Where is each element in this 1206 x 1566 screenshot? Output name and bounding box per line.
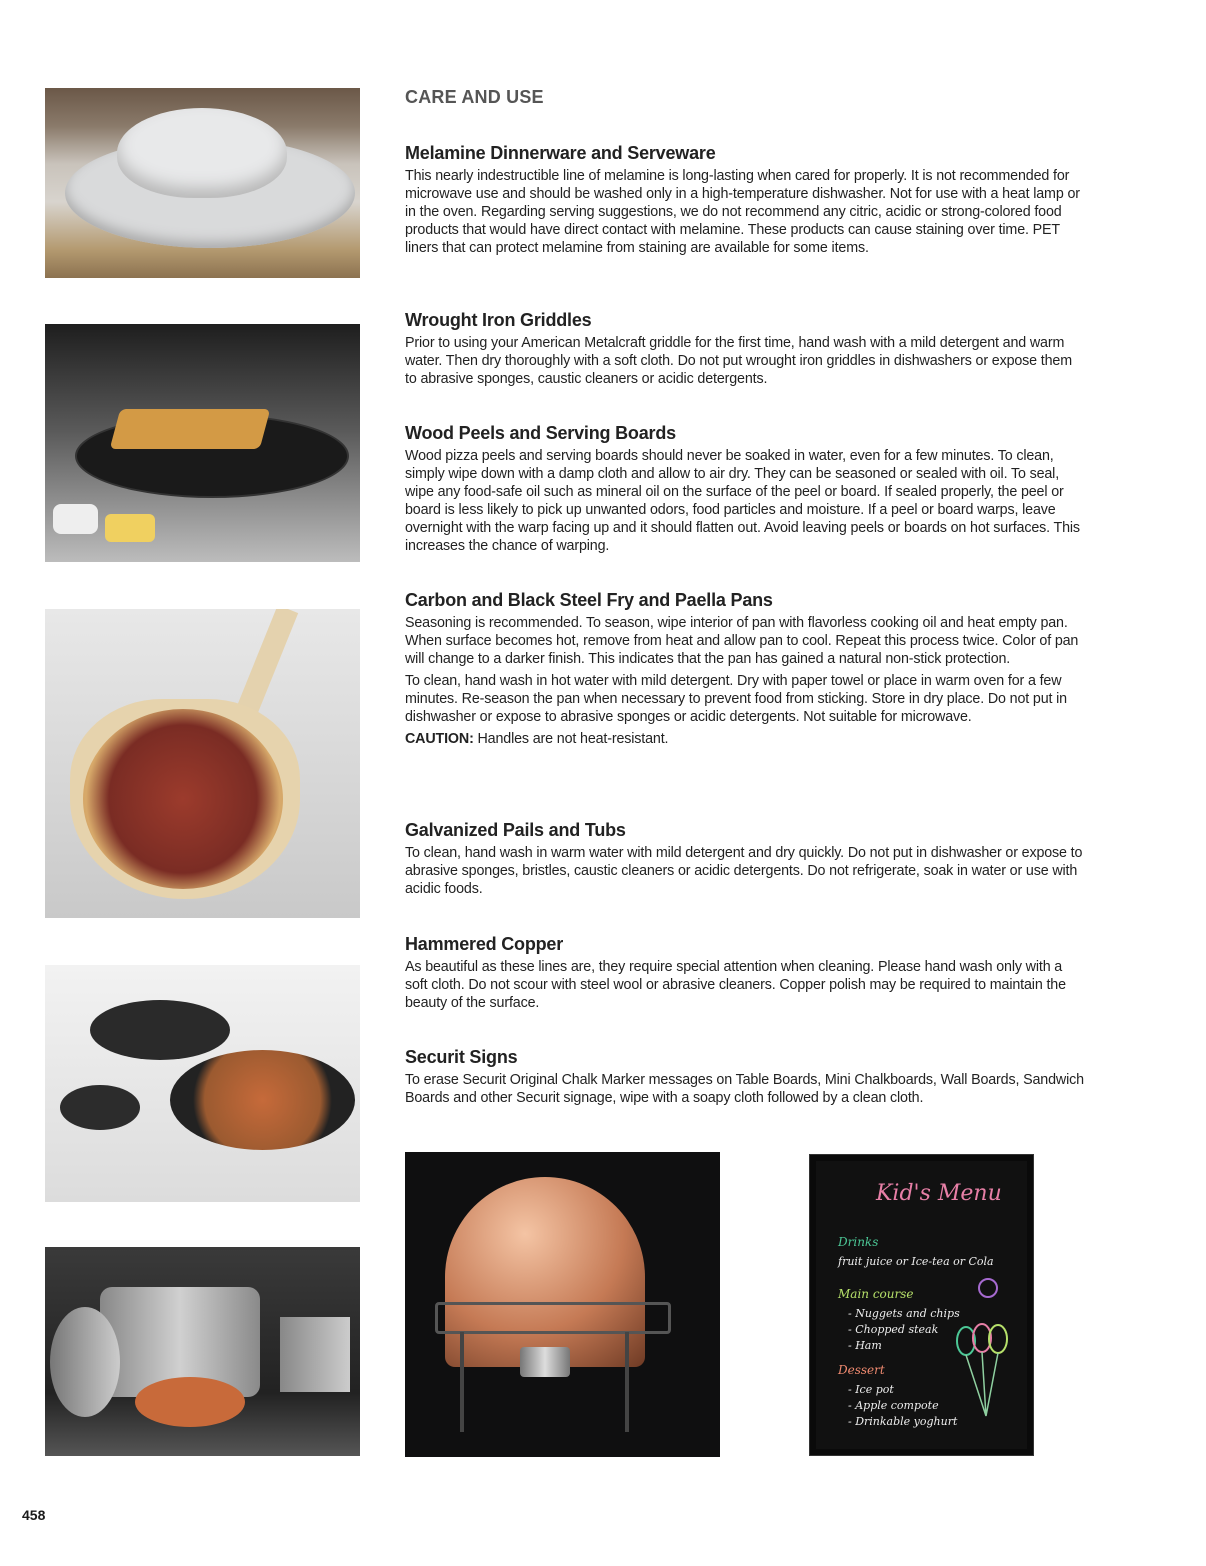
section-heading: Securit Signs bbox=[405, 1047, 518, 1067]
section-heading: Hammered Copper bbox=[405, 934, 564, 954]
caution-text: Handles are not heat-resistant. bbox=[473, 731, 669, 747]
section-wood-peels bbox=[405, 423, 1085, 559]
section-melamine bbox=[405, 143, 1085, 261]
section-heading: Melamine Dinnerware and Serveware bbox=[405, 143, 716, 163]
chalk-drinks-label: Drinks bbox=[838, 1235, 879, 1249]
section-hammered-copper bbox=[405, 934, 1085, 1016]
chalk-drinks: fruit juice or Ice-tea or Cola bbox=[838, 1255, 994, 1268]
section-heading: Wrought Iron Griddles bbox=[405, 310, 592, 330]
chalk-main-label: Main course bbox=[838, 1287, 914, 1301]
chalk-dessert-label: Dessert bbox=[838, 1363, 885, 1377]
kids-menu-chalkboard-photo bbox=[810, 1155, 1033, 1455]
section-text: To erase Securit Original Chalk Marker messages on Table Boards, Mini Chalkboards, Wall Boards, Sandwich Boards and other Securit signage, wipe with a soapy cloth followed by a clean cloth. bbox=[405, 1072, 1084, 1106]
section-text: This nearly indestructible line of melamine is long-lasting when cared for properly. It is not recommended for microwave use and should be washed only in a high-temperature dishwasher. Not for use with a heat lamp or in the oven. Regarding serving suggestions, we do not recommend any citric, acidic or strong-colored food products that would have direct contact with melamine. These products can cause staining over time. PET liners that can protect melamine from staining are available for some items. bbox=[405, 168, 1080, 256]
section-securit-signs bbox=[405, 1047, 1085, 1111]
chalk-item: - Chopped steak bbox=[848, 1323, 939, 1336]
chalk-item: - Apple compote bbox=[848, 1399, 939, 1412]
chalk-item: - Nuggets and chips bbox=[848, 1307, 960, 1320]
galvanized-pails-photo bbox=[45, 1247, 360, 1456]
page-title: CARE AND USE bbox=[405, 87, 544, 107]
section-text: Seasoning is recommended. To season, wipe interior of pan with flavorless cooking oil and heat empty pan. When surface becomes hot, remove from heat and allow pan to cool. Repeat this process twice. Color of pan will change to a darker finish. This indicates that the pan has gained a natural non-stick protection. bbox=[405, 615, 1079, 667]
copper-chafer-photo bbox=[405, 1152, 720, 1457]
balloons-bear-drawing bbox=[956, 1276, 1026, 1426]
chalk-item: - Ham bbox=[848, 1339, 882, 1352]
section-wrought-iron bbox=[405, 310, 1085, 392]
pizza-peel-photo bbox=[45, 609, 360, 918]
section-text: As beautiful as these lines are, they require special attention when cleaning. Please hand wash only with a soft cloth. Do not scour with steel wool or abrasive cleaners. Copper polish may be required to maintain the beauty of the surface. bbox=[405, 959, 1066, 1011]
section-heading: Carbon and Black Steel Fry and Paella Pans bbox=[405, 590, 773, 610]
section-heading: Galvanized Pails and Tubs bbox=[405, 820, 626, 840]
section-heading: Wood Peels and Serving Boards bbox=[405, 423, 676, 443]
chalk-item: - Drinkable yoghurt bbox=[848, 1415, 958, 1428]
section-text: To clean, hand wash in warm water with mild detergent and dry quickly. Do not put in dishwasher or expose to abrasive sponges, bristles, caustic cleaners or acidic detergents. Do not refrigerate, soak in water or use with acidic foods. bbox=[405, 845, 1083, 897]
section-text: Wood pizza peels and serving boards should never be soaked in water, even for a few minutes. To clean, simply wipe down with a damp cloth and allow to air dry. They can be seasoned or sealed with oil. To seal, wipe any food-safe oil such as mineral oil on the surface of the peel or board. If sealed properly, the peel or board is less likely to pick up unwanted odors, food particles and moisture. If a peel or board warps, leave overnight with the warp facing up and it should flatten out. Avoid leaving peels or boards on hot surfaces. This increases the chance of warping. bbox=[405, 448, 1080, 554]
chalk-item: - Ice pot bbox=[848, 1383, 894, 1396]
paella-pans-photo bbox=[45, 965, 360, 1202]
page-number: 458 bbox=[22, 1507, 46, 1523]
section-text: Prior to using your American Metalcraft griddle for the first time, hand wash with a mild detergent and warm water. Then dry thoroughly with a soft cloth. Do not put wrought iron griddles in dishwashers or expose them to abrasive sponges, caustic cleaners or acidic detergents. bbox=[405, 335, 1072, 387]
section-carbon-steel bbox=[405, 590, 1085, 752]
section-text: To clean, hand wash in hot water with mild detergent. Dry with paper towel or place in warm oven for a few minutes. Re-season the pan when necessary to prevent food from sticking. Store in dry place. Do not put in dishwasher or expose to abrasive sponges or acidic detergents. Not suitable for microwave. bbox=[405, 673, 1067, 725]
wrought-iron-griddle-photo bbox=[45, 324, 360, 562]
chalk-title: Kid's Menu bbox=[876, 1181, 1002, 1206]
melamine-dinnerware-photo bbox=[45, 88, 360, 278]
caution-note bbox=[405, 730, 1085, 748]
section-galvanized bbox=[405, 820, 1085, 902]
caution-label: CAUTION: bbox=[405, 731, 474, 747]
